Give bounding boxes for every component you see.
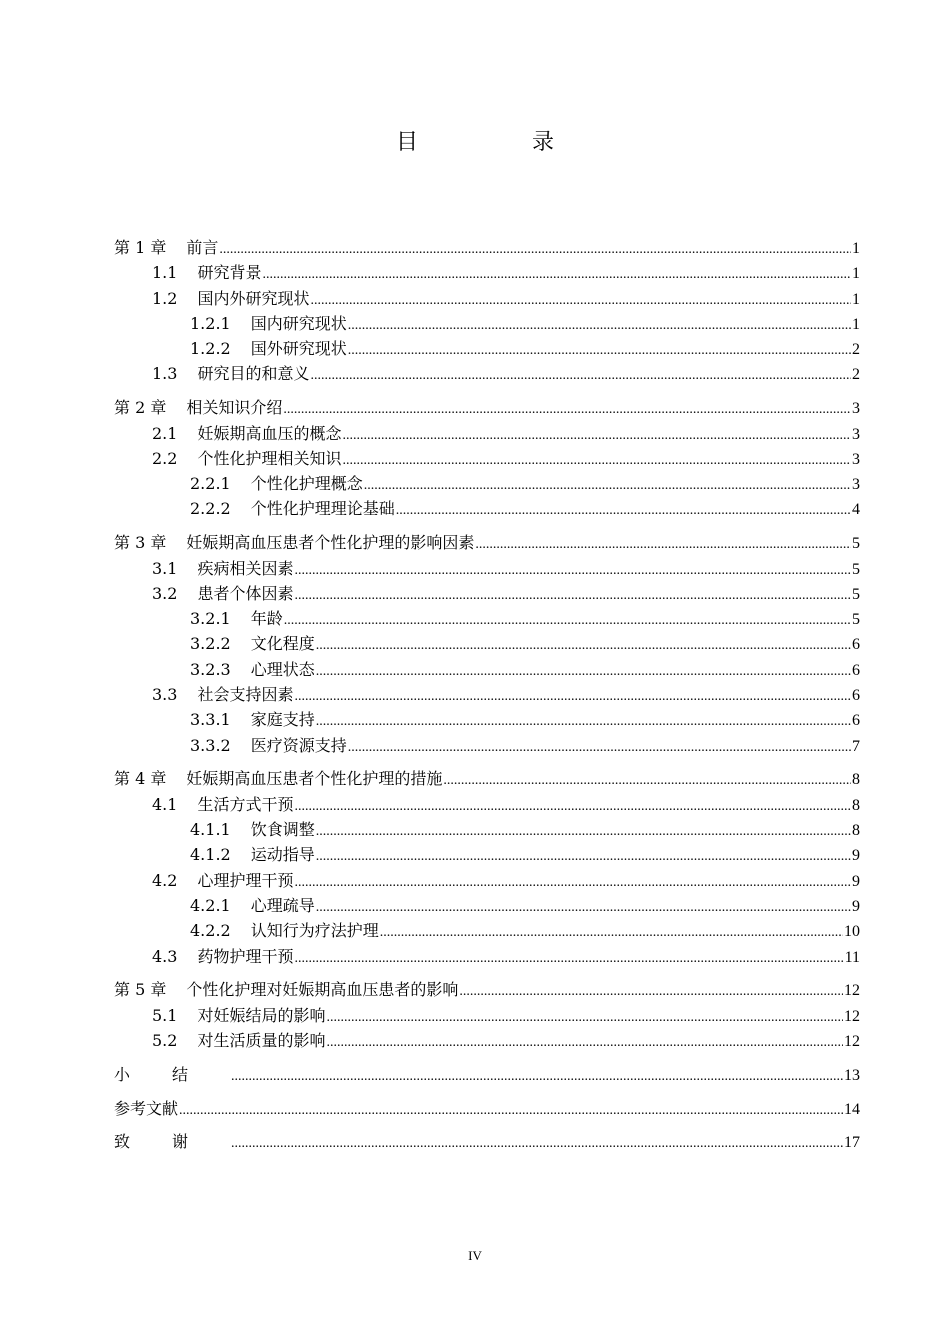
dot-leader [342, 448, 851, 473]
toc-entry-page: 3 [852, 450, 860, 468]
dot-leader [310, 363, 851, 388]
toc-entry-number: 第 5 章 [114, 980, 167, 1000]
toc-entry-label: 患者个体因素 [197, 583, 294, 603]
toc-entry[interactable] [114, 842, 860, 867]
toc-entry-page: 9 [852, 847, 860, 865]
toc-entry-label: 小结 [114, 1064, 231, 1084]
toc-entry-page: 12 [844, 982, 860, 1000]
dot-leader [231, 1131, 843, 1156]
toc-entry-page: 11 [844, 948, 860, 966]
toc-entry-page: 9 [852, 872, 860, 890]
dot-leader [284, 608, 851, 633]
toc-entry-page: 8 [852, 796, 860, 814]
dot-leader [316, 709, 851, 734]
toc-entry-number: 第 3 章 [114, 533, 167, 553]
toc-entry[interactable] [114, 286, 860, 311]
dot-leader [294, 583, 851, 608]
toc-entry-page: 5 [852, 611, 860, 629]
toc-entry-label: 研究目的和意义 [197, 364, 310, 384]
toc-entry-label: 认知行为疗法护理 [250, 921, 379, 941]
toc-entry-page: 6 [852, 661, 860, 679]
dot-leader [380, 920, 843, 945]
dot-leader [294, 946, 843, 971]
toc-entry-label: 国内外研究现状 [197, 288, 310, 308]
toc-entry-number: 4.1 [152, 794, 178, 814]
toc-entry-label: 国内研究现状 [250, 313, 347, 333]
toc-entry-label: 药物护理干预 [197, 946, 294, 966]
toc-entry-number: 1.2.1 [190, 313, 231, 333]
toc-entry-label: 对生活质量的影响 [197, 1030, 326, 1050]
toc-entry[interactable] [114, 336, 860, 361]
toc-entry-number: 3.2 [152, 583, 178, 603]
dot-leader [231, 1064, 843, 1089]
dot-leader [396, 498, 851, 523]
toc-entry-page: 17 [844, 1134, 860, 1152]
toc-entry-page: 7 [852, 737, 860, 755]
dot-leader [316, 844, 851, 869]
toc-entry[interactable] [114, 395, 860, 420]
toc-entry[interactable] [114, 657, 860, 682]
toc-entry-label: 妊娠期高血压患者个性化护理的影响因素 [186, 533, 475, 553]
toc-entry-label: 个性化护理对妊娠期高血压患者的影响 [186, 980, 459, 1000]
toc-entry-label: 个性化护理相关知识 [197, 448, 342, 468]
dot-leader [294, 794, 851, 819]
toc-entry-number: 3.3.2 [190, 735, 231, 755]
toc-entry-number: 1.2 [152, 288, 178, 308]
toc-entry[interactable] [114, 631, 860, 656]
toc-entry-label: 心理护理干预 [197, 870, 294, 890]
toc-entry-page: 5 [852, 535, 860, 553]
toc-entry-page: 1 [852, 265, 860, 283]
toc-entry-label: 对妊娠结局的影响 [197, 1005, 326, 1025]
toc-entry-number: 3.1 [152, 558, 178, 578]
toc-entry-number: 3.3.1 [190, 710, 231, 730]
toc-entry-label: 心理疏导 [250, 895, 315, 915]
toc-entry-label: 疾病相关因素 [197, 558, 294, 578]
toc-entry-page: 14 [844, 1100, 860, 1118]
toc-entry[interactable] [114, 260, 860, 285]
toc-entry-number: 第 4 章 [114, 769, 167, 789]
toc-entry-page: 10 [844, 923, 860, 941]
toc-entry-number: 1.1 [152, 263, 178, 283]
toc-entry[interactable] [114, 1062, 860, 1087]
toc-entry-label: 研究背景 [197, 263, 262, 283]
toc-entry-number: 2.1 [152, 423, 178, 443]
dot-leader [348, 735, 851, 760]
toc-entry[interactable] [114, 471, 860, 496]
toc-entry[interactable] [114, 1028, 860, 1053]
dot-leader [316, 819, 851, 844]
dot-leader [262, 262, 851, 287]
dot-leader [283, 397, 851, 422]
toc-entry-label: 参考文献 [114, 1098, 179, 1118]
dot-leader [179, 1098, 843, 1123]
toc-entry-label: 前言 [186, 238, 219, 257]
dot-leader [219, 237, 851, 262]
toc-entry-page: 12 [844, 1032, 860, 1050]
toc-entry-page: 3 [852, 476, 860, 494]
toc-entry-number: 第 1 章 [114, 238, 167, 257]
toc-entry-number: 4.1.2 [190, 845, 231, 865]
table-of-contents [114, 235, 860, 1155]
toc-entry-label: 社会支持因素 [197, 685, 294, 705]
dot-leader [459, 979, 843, 1004]
dot-leader [294, 558, 851, 583]
toc-entry[interactable] [114, 556, 860, 581]
toc-entry-label: 相关知识介绍 [186, 398, 283, 418]
toc-entry-label: 致谢 [114, 1132, 231, 1152]
dot-leader [316, 895, 851, 920]
toc-entry[interactable] [114, 944, 860, 969]
toc-entry[interactable] [114, 1003, 860, 1028]
toc-entry-label: 妊娠期高血压的概念 [197, 423, 342, 443]
toc-entry[interactable] [114, 977, 860, 1002]
toc-entry-label: 年龄 [250, 609, 283, 629]
toc-entry-number: 3.2.2 [190, 634, 231, 654]
toc-entry[interactable] [114, 361, 860, 386]
toc-entry-page: 5 [852, 585, 860, 603]
dot-leader [326, 1005, 843, 1030]
toc-entry[interactable] [114, 235, 860, 260]
toc-entry-number: 4.2.1 [190, 895, 231, 915]
toc-entry-number: 2.2.2 [190, 499, 231, 519]
toc-entry-number: 5.2 [152, 1030, 178, 1050]
toc-entry[interactable] [114, 893, 860, 918]
toc-entry-page: 2 [852, 341, 860, 359]
dot-leader [475, 532, 851, 557]
toc-entry[interactable] [114, 733, 860, 758]
toc-entry[interactable] [114, 766, 860, 791]
toc-entry-number: 1.2.2 [190, 339, 231, 359]
toc-entry-page: 9 [852, 897, 860, 915]
page-title: 目 录 [395, 130, 600, 155]
toc-entry-number: 4.2 [152, 870, 178, 890]
page-number-footer: IV [468, 1248, 482, 1263]
dot-leader [316, 633, 851, 658]
dot-leader [364, 473, 851, 498]
toc-entry-number: 4.3 [152, 946, 178, 966]
toc-entry-page: 6 [852, 687, 860, 705]
toc-entry-label: 文化程度 [250, 634, 315, 654]
dot-leader [310, 288, 851, 313]
toc-entry[interactable] [114, 918, 860, 943]
toc-entry-page: 6 [852, 712, 860, 730]
toc-entry-label: 个性化护理概念 [250, 474, 363, 494]
toc-entry[interactable] [114, 446, 860, 471]
toc-entry-label: 个性化护理理论基础 [250, 499, 395, 519]
toc-entry-label: 运动指导 [250, 845, 315, 865]
toc-entry-number: 5.1 [152, 1005, 178, 1025]
toc-entry[interactable] [114, 530, 860, 555]
toc-entry-page: 8 [852, 822, 860, 840]
toc-entry-number: 2.2.1 [190, 474, 231, 494]
toc-entry[interactable] [114, 792, 860, 817]
dot-leader [294, 684, 851, 709]
toc-entry-number: 3.3 [152, 685, 178, 705]
toc-entry-label: 饮食调整 [250, 820, 315, 840]
toc-entry-label: 国外研究现状 [250, 339, 347, 359]
toc-entry[interactable] [114, 1096, 860, 1121]
toc-entry-page: 1 [852, 290, 860, 308]
toc-entry[interactable] [114, 868, 860, 893]
toc-entry[interactable] [114, 682, 860, 707]
toc-entry-number: 1.3 [152, 364, 178, 384]
toc-entry-page: 3 [852, 400, 860, 418]
toc-entry[interactable] [114, 817, 860, 842]
toc-entry-number: 2.2 [152, 448, 178, 468]
toc-entry-number: 4.2.2 [190, 921, 231, 941]
dot-leader [294, 870, 851, 895]
toc-entry-page: 12 [844, 1007, 860, 1025]
toc-entry[interactable] [114, 311, 860, 336]
toc-entry-page: 5 [852, 560, 860, 578]
toc-entry-label: 家庭支持 [250, 710, 315, 730]
toc-entry-page: 8 [852, 771, 860, 789]
toc-entry-page: 6 [852, 636, 860, 654]
dot-leader [342, 423, 851, 448]
toc-entry[interactable] [114, 707, 860, 732]
toc-entry-page: 1 [852, 240, 860, 257]
toc-entry-label: 心理状态 [250, 659, 315, 679]
toc-entry-number: 4.1.1 [190, 820, 231, 840]
dot-leader [326, 1030, 843, 1055]
dot-leader [443, 768, 851, 793]
toc-entry-page: 1 [852, 315, 860, 333]
dot-leader [348, 338, 851, 363]
toc-entry[interactable] [114, 606, 860, 631]
toc-entry[interactable] [114, 1129, 860, 1154]
toc-entry-page: 2 [852, 366, 860, 384]
toc-entry-label: 妊娠期高血压患者个性化护理的措施 [186, 769, 443, 789]
toc-entry[interactable] [114, 496, 860, 521]
toc-entry-number: 3.2.1 [190, 609, 231, 629]
toc-entry-page: 4 [852, 501, 860, 519]
toc-entry-label: 生活方式干预 [197, 794, 294, 814]
toc-entry-label: 医疗资源支持 [250, 735, 347, 755]
toc-entry-number: 3.2.3 [190, 659, 231, 679]
toc-entry[interactable] [114, 581, 860, 606]
toc-entry[interactable] [114, 421, 860, 446]
toc-entry-page: 13 [844, 1066, 860, 1084]
toc-entry-page: 3 [852, 425, 860, 443]
dot-leader [316, 659, 851, 684]
toc-entry-number: 第 2 章 [114, 398, 167, 418]
dot-leader [348, 313, 851, 338]
